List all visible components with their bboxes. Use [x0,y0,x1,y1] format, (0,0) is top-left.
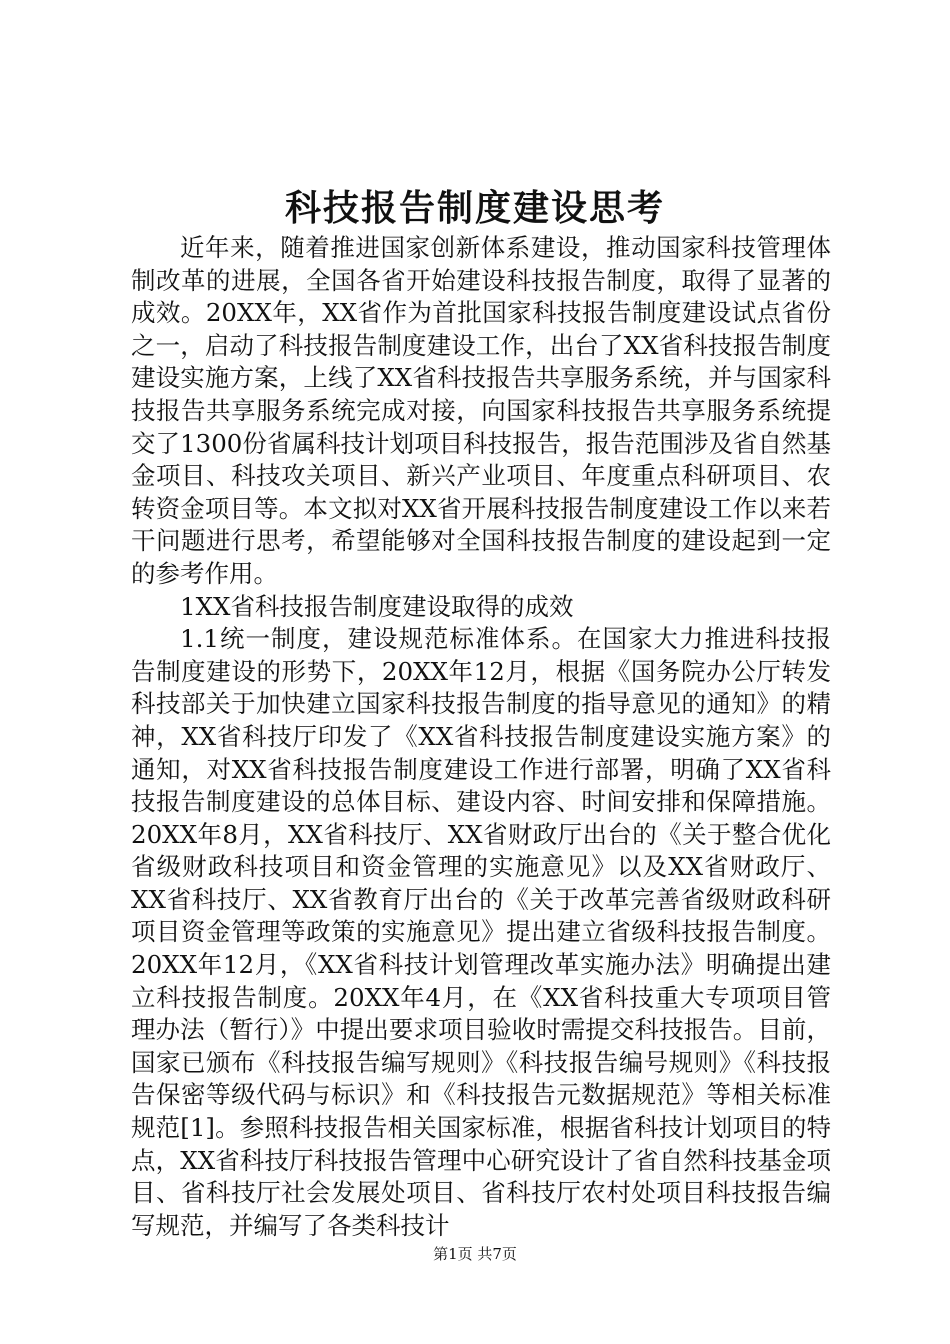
page-footer: 第1页 共7页 [433,1245,517,1263]
intro-paragraph: 近年来，随着推进国家创新体系建设，推动国家科技管理体制改革的进展，全国各省开始建设科技报告制度，取得了显著的成效。20XX年，XX省作为首批国家科技报告制度建设试点省份之一，启动了科技报告制度建设工作，出台了XX省科技报告制度建设实施方案，上线了XX省科技报告共享服务系统，并与国家科技报告共享服务系统完成对接，向国家科技报告共享服务系统提交了1300份省属科技计划项目科技报告，报告范围涉及省自然基金项目、科技攻关项目、新兴产业项目、年度重点科研项目、农转资金项目等。本文拟对XX省开展科技报告制度建设工作以来若干问题进行思考，希望能够对全国科技报告制度的建设起到一定的参考作用。 [131,233,831,588]
section-paragraph: 1.1统一制度，建设规范标准体系。在国家大力推进科技报告制度建设的形势下，20XX年12月，根据《国务院办公厅转发科技部关于加快建立国家科技报告制度的指导意见的通知》的精神，XX省科技厅印发了《XX省科技报告制度建设实施方案》的通知，对XX省科技报告制度建设工作进行部署，明确了XX省科技报告制度建设的总体目标、建设内容、时间安排和保障措施。20XX年8月，XX省科技厅、XX省财政厅出台的《关于整合优化省级财政科技项目和资金管理的实施意见》以及XX省财政厅、XX省科技厅、XX省教育厅出台的《关于改革完善省级财政科研项目资金管理等政策的实施意见》提出建立省级科技报告制度。20XX年12月，《XX省科技计划管理改革实施办法》明确提出建立科技报告制度。20XX年4月，在《XX省科技重大专项项目管理办法（暂行）》中提出要求项目验收时需提交科技报告。目前，国家已颁布《科技报告编写规则》《科技报告编号规则》《科技报告保密等级代码与标识》和《科技报告元数据规范》等相关标准规范[1]。参照科技报告相关国家标准，根据省科技计划项目的特点，XX省科技厅科技报告管理中心研究设计了省自然科技基金项目、省科技厅社会发展处项目、省科技厅农村处项目科技报告编写规范，并编写了各类科技计 [131,624,831,1240]
document-body [131,232,831,1242]
section-heading: 1XX省科技报告制度建设取得的成效 [180,591,574,621]
document-title: 科技报告制度建设思考 [284,187,665,229]
